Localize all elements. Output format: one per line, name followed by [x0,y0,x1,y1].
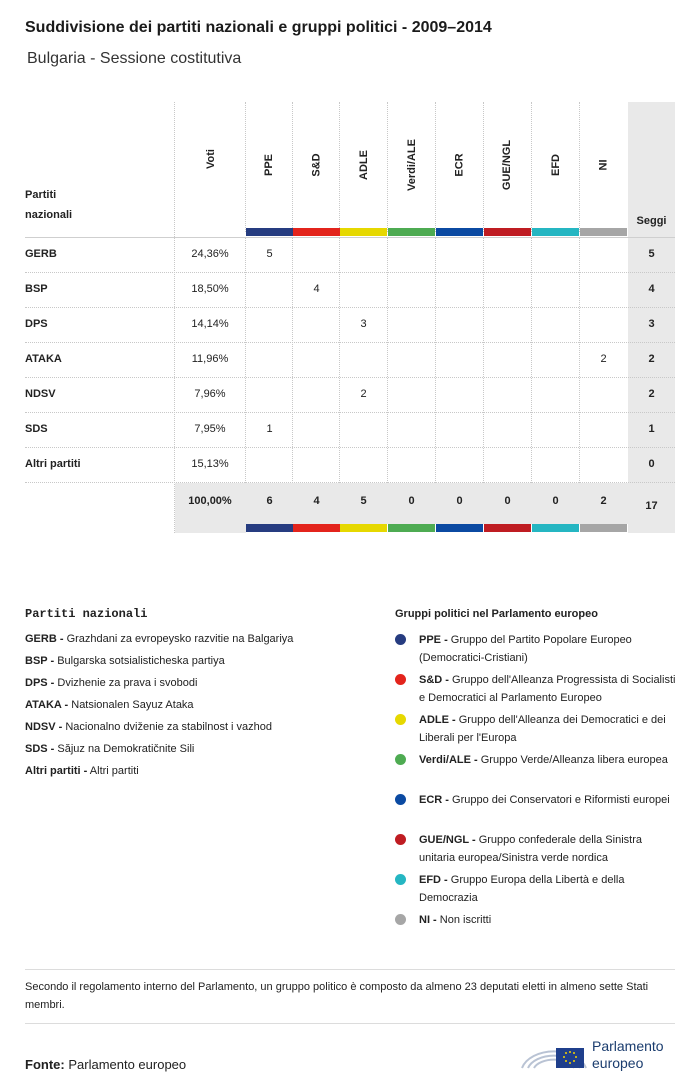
group-total-seats: 5 [360,495,367,507]
row-divider [25,377,675,378]
group-color-bar-top [246,228,293,236]
group-header-7 [580,104,627,226]
group-color-bar-bottom [436,524,483,532]
logo-line-2: europeo [592,1055,644,1071]
party-total-seats: 2 [648,388,655,400]
political-group-name: Gruppo Europa della Libertà e della Democrazia [419,874,625,904]
political-group-abbr: NI - [419,914,437,926]
party-name: DPS [25,318,48,330]
political-group-text [419,711,681,747]
group-total-seats: 0 [456,495,463,507]
political-group-abbr: S&D - [419,674,449,686]
group-color-dot [395,794,406,805]
national-party-abbr: NDSV - [25,721,63,733]
group-total-seats: 0 [504,495,511,507]
party-votes: 24,36% [191,248,229,260]
group-header-label: ADLE [357,150,370,180]
national-party-abbr: DPS - [25,677,55,689]
national-party-item [25,699,194,711]
group-color-bar-bottom [484,524,531,532]
political-group-abbr: Verdi/ALE - [419,754,478,766]
footer-divider [25,1023,675,1024]
national-party-name: Altri partiti [89,765,139,777]
group-color-bar-bottom [388,524,435,532]
group-header-label: NI [597,159,610,171]
political-group-name: Gruppo confederale della Sinistra unitaria europea/Sinistra verde nordica [419,834,642,864]
national-party-name: Bulgarska sotsialisticheska partiya [57,655,225,667]
political-group-text [419,791,681,809]
national-party-abbr: BSP - [25,655,55,667]
political-group-abbr: GUE/NGL - [419,834,476,846]
group-color-dot [395,674,406,685]
political-group-name: Gruppo dell'Alleanza Progressista di Socialisti e Democratici al Parlamento Europeo [419,674,676,704]
page-title: Suddivisione dei partiti nazionali e gruppi politici - 2009–2014 [25,19,492,36]
political-group-item [395,631,675,667]
group-color-dot [395,754,406,765]
group-color-bar-bottom [532,524,579,532]
group-color-dot [395,834,406,845]
party-total-seats: 1 [648,423,655,435]
party-name: Altri partiti [25,458,81,470]
parliament-hemicycle-icon [520,1034,590,1074]
group-color-bar-bottom [580,524,627,532]
group-color-bar-bottom [293,524,340,532]
row-divider [25,272,675,273]
header-divider [25,237,675,238]
party-header-line-1: Partiti [25,189,57,201]
group-seat-count: 3 [360,318,367,330]
party-votes: 11,96% [191,353,229,365]
national-party-abbr: SDS - [25,743,55,755]
national-party-name: Dvizhenie za prava i svobodi [57,677,198,689]
political-group-item [395,791,675,827]
national-party-name: Nacionalno dviženie za stabilnost i vazhod [65,721,273,733]
party-name: ATAKA [25,353,62,365]
national-party-abbr: Altri partiti - [25,765,88,777]
party-votes: 7,96% [194,388,226,400]
political-group-text [419,871,681,907]
note-text: Secondo il regolamento interno del Parlamento, un gruppo politico è composto da almeno 23 deputati eletti in almeno sette Stati membri. [25,981,649,1011]
group-color-bar-top [532,228,579,236]
group-header-label: PPE [263,153,276,177]
row-divider [25,342,675,343]
political-group-text [419,631,681,667]
group-header-label: S&D [310,153,323,177]
national-party-name: Natsionalen Sayuz Ataka [71,699,194,711]
political-group-abbr: PPE - [419,634,448,646]
party-total-seats: 3 [648,318,655,330]
group-header-1 [293,104,340,226]
national-party-abbr: GERB - [25,633,64,645]
row-divider [25,412,675,413]
national-party-item [25,721,272,733]
party-name: GERB [25,248,57,260]
political-group-abbr: EFD - [419,874,448,886]
political-group-name: Gruppo del Partito Popolare Europeo (Democratici-Cristiani) [419,634,632,664]
group-color-bar-top [388,228,435,236]
political-group-text [419,831,681,867]
group-color-dot [395,714,406,725]
page-subtitle: Bulgaria - Sessione costitutiva [27,50,242,67]
national-party-item [25,655,225,667]
group-color-dot [395,874,406,885]
group-header-label: ECR [453,153,466,177]
group-total-seats: 0 [552,495,559,507]
source-label: Fonte: [25,1057,65,1072]
party-name: BSP [25,283,48,295]
group-color-bar-top [340,228,387,236]
party-votes: 14,14% [191,318,229,330]
seats-header: Seggi [636,215,667,227]
group-seat-count: 1 [266,423,273,435]
political-group-name: Non iscritti [439,914,492,926]
national-party-item [25,743,194,755]
party-header-line-2: nazionali [25,209,73,221]
group-color-bar-top [293,228,340,236]
political-group-text [419,751,681,769]
political-group-item [395,871,675,907]
group-color-dot [395,914,406,925]
political-group-item [395,751,675,787]
group-seat-count: 5 [266,248,273,260]
political-group-abbr: ADLE - [419,714,456,726]
group-header-5 [484,104,531,226]
political-group-item [395,671,675,707]
source-value: Parlamento europeo [68,1057,187,1072]
row-divider [25,307,675,308]
party-votes: 7,95% [194,423,226,435]
political-group-item [395,711,675,747]
group-total-seats: 0 [408,495,415,507]
group-color-bar-bottom [340,524,387,532]
source [25,1057,186,1072]
group-header-0 [246,104,293,226]
political-group-text [419,671,681,707]
group-total-seats: 4 [313,495,320,507]
party-total-seats: 0 [648,458,655,470]
party-votes: 15,13% [191,458,229,470]
party-name: SDS [25,423,48,435]
national-party-item [25,633,293,645]
group-header-4 [436,104,483,226]
total-votes: 100,00% [188,495,232,507]
totals-divider [25,482,675,483]
group-color-bar-top [580,228,627,236]
group-color-bar-top [436,228,483,236]
totals-bottom-bg [175,524,246,533]
party-votes: 18,50% [191,283,229,295]
group-header-label: GUE/NGL [501,139,514,191]
parliament-logo [520,1034,680,1074]
note-divider [25,969,675,970]
group-seat-count: 2 [360,388,367,400]
group-total-seats: 6 [266,495,273,507]
national-party-name: Grazhdani za evropeysko razvitie na Balgariya [66,633,294,645]
votes-header [175,104,246,214]
row-divider [25,447,675,448]
political-group-name: Gruppo Verde/Alleanza libera europea [480,754,668,766]
party-name: NDSV [25,388,56,400]
logo-line-1: Parlamento [592,1038,664,1054]
national-party-name: Săjuz na Demokratičnite Sili [57,743,195,755]
national-party-item [25,677,197,689]
group-color-bar-bottom [246,524,293,532]
national-party-item [25,765,139,777]
party-total-seats: 5 [648,248,655,260]
national-parties-title: Partiti nazionali [25,607,148,621]
group-header-2 [340,104,387,226]
national-party-abbr: ATAKA - [25,699,69,711]
political-group-abbr: ECR - [419,794,449,806]
group-header-label: EFD [549,154,562,176]
political-group-name: Gruppo dell'Alleanza dei Democratici e dei Liberali per l'Europa [419,714,666,744]
group-seat-count: 4 [313,283,320,295]
political-group-text [419,911,681,929]
group-header-label: Verdi/ALE [405,139,418,191]
group-color-bar-top [484,228,531,236]
votes-header-label: Voti [204,149,217,169]
political-groups-title: Gruppi politici nel Parlamento europeo [395,608,598,620]
group-total-seats: 2 [600,495,607,507]
party-total-seats: 2 [648,353,655,365]
logo-text [592,1038,664,1072]
political-group-item [395,911,675,947]
party-total-seats: 4 [648,283,655,295]
group-header-6 [532,104,579,226]
political-group-item [395,831,675,867]
group-seat-count: 2 [600,353,607,365]
grand-total-seats: 17 [645,500,658,512]
group-header-3 [388,104,435,226]
political-group-name: Gruppo dei Conservatori e Riformisti europei [452,794,670,806]
group-color-dot [395,634,406,645]
